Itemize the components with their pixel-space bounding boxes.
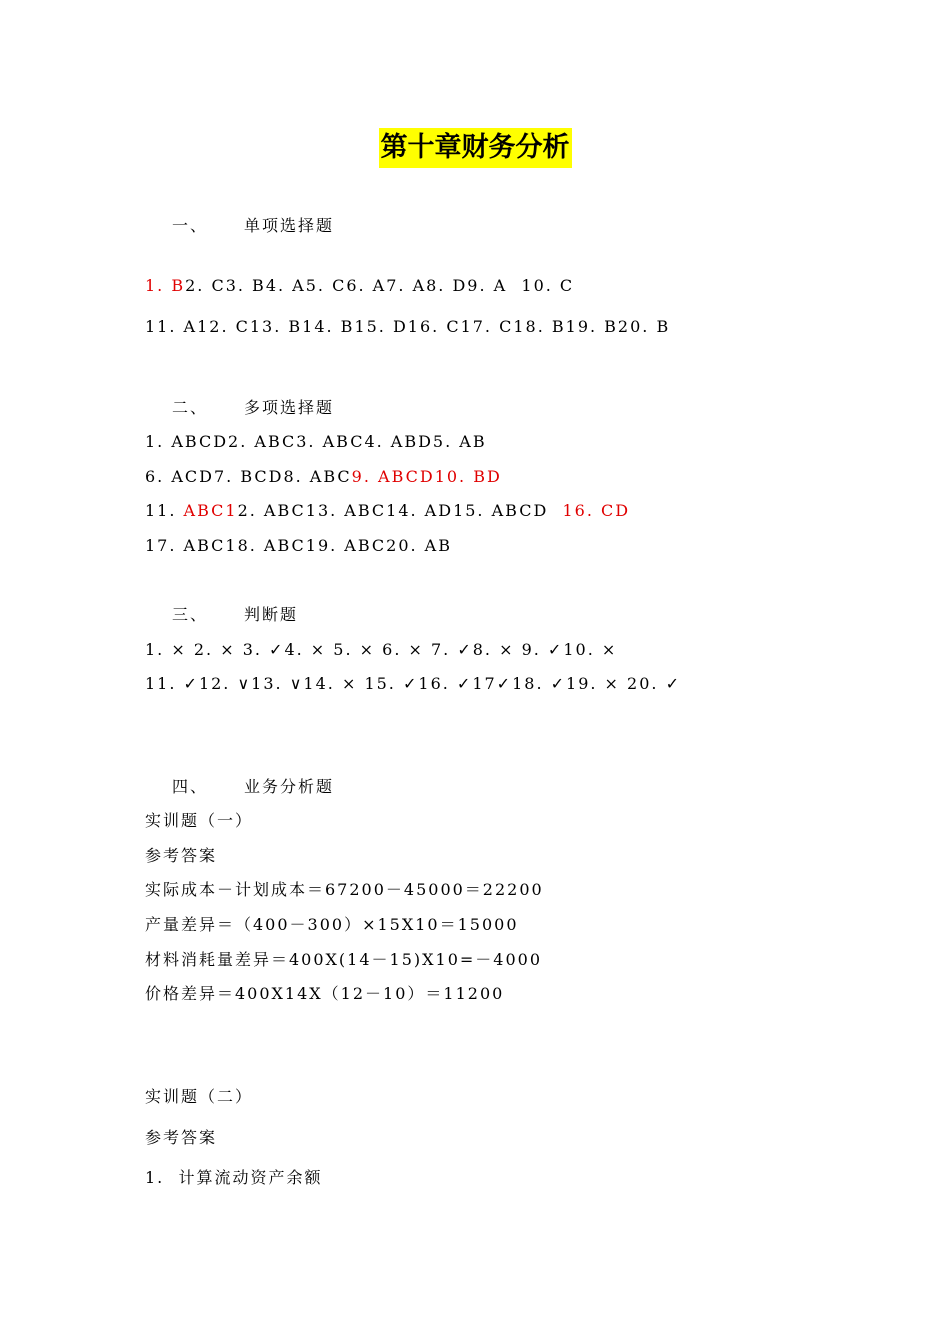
answer-text: 11. (145, 501, 184, 520)
highlighted-answer: ABC1 (183, 501, 238, 520)
answer-text: 2. ABC13. ABC14. AD15. ABCD (237, 501, 563, 520)
section-number: 三、 (172, 605, 209, 624)
answer-label: 参考答案 (145, 1128, 218, 1147)
section-title: 判断题 (244, 605, 299, 624)
section-number: 二、 (172, 398, 209, 417)
section-title: 业务分析题 (244, 777, 335, 796)
highlighted-answer: 16. CD (562, 501, 631, 520)
answer-label: 参考答案 (145, 846, 218, 865)
answer-line (145, 467, 502, 487)
section-heading-multiple-choice (172, 398, 334, 418)
answer-line: 11. ✓12. ∨13. ∨14. × 15. ✓16. ✓17✓18. ✓19. × 20. ✓ (145, 674, 681, 693)
title-container (0, 128, 950, 168)
answer-line: 1. × 2. × 3. ✓4. × 5. × 6. × 7. ✓8. × 9. ✓10. × (145, 640, 618, 659)
section-title: 单项选择题 (244, 216, 335, 235)
answer-line (145, 276, 574, 296)
highlighted-answer: 9. ABCD10. BD (351, 467, 502, 486)
section-heading-true-false (172, 605, 298, 625)
answer-text: 6. ACD7. BCD8. ABC (145, 467, 352, 486)
answer-text: 2. C3. B4. A5. C6. A7. A8. D9. A 10. C (185, 276, 575, 295)
highlighted-answer: 1. B (145, 276, 186, 295)
section-number: 一、 (172, 216, 209, 235)
page-title: 第十章财务分析 (379, 128, 572, 168)
calculation-line: 实际成本－计划成本＝67200－45000＝22200 (145, 880, 544, 899)
calculation-line: 材料消耗量差异＝400X(14－15)X10=－4000 (145, 950, 543, 969)
section-number: 四、 (172, 777, 209, 796)
exercise-title: 实训题（一） (145, 811, 254, 830)
answer-line: 17. ABC18. ABC19. ABC20. AB (145, 536, 452, 555)
answer-line (145, 501, 630, 521)
section-heading-single-choice (172, 216, 334, 236)
list-item: 1. 计算流动资产余额 (145, 1168, 323, 1187)
answer-line: 1. ABCD2. ABC3. ABC4. ABD5. AB (145, 432, 487, 451)
section-title: 多项选择题 (244, 398, 335, 417)
exercise-title: 实训题（二） (145, 1087, 254, 1106)
calculation-line: 价格差异＝400X14X（12－10）＝11200 (145, 984, 505, 1003)
answer-line: 11. A12. C13. B14. B15. D16. C17. C18. B19. B20. B (145, 317, 671, 336)
calculation-line: 产量差异＝（400－300）×15X10＝15000 (145, 915, 519, 934)
section-heading-business-analysis (172, 777, 334, 797)
